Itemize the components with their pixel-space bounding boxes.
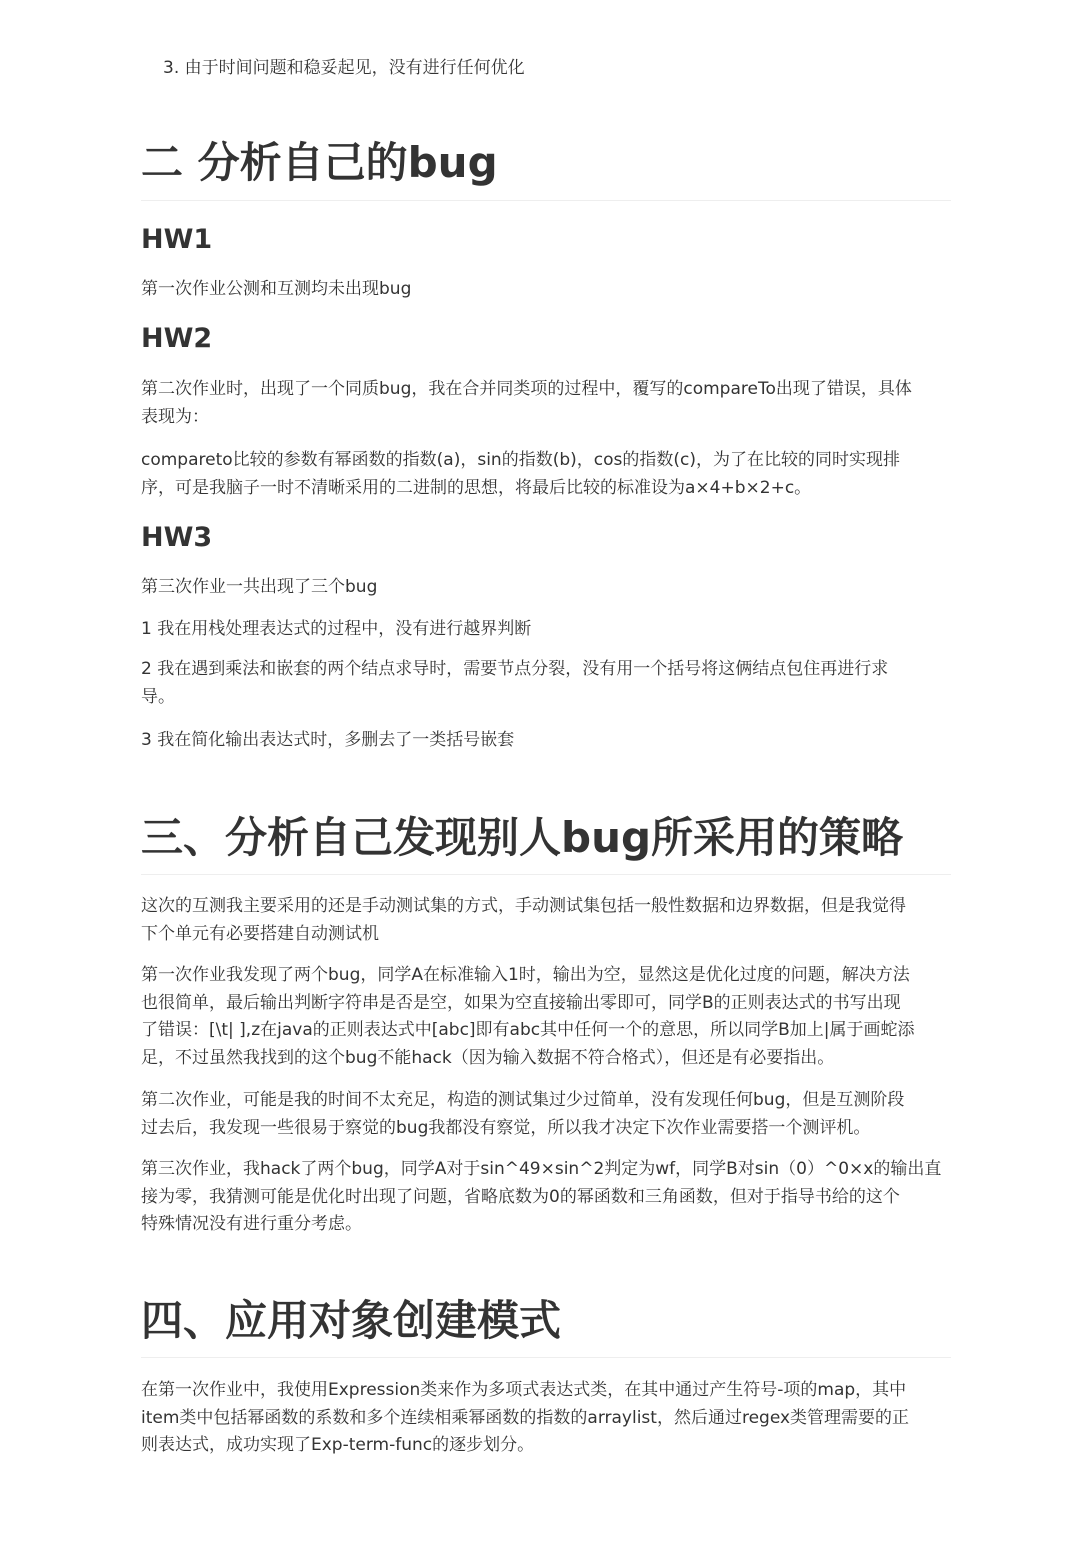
section-heading-bug-finding-strategy: 三、分析自己发现别人bug所采用的策略: [141, 813, 904, 862]
heading-divider: [141, 874, 951, 875]
heading-divider: [141, 1357, 951, 1358]
paragraph: 第三次作业，我hack了两个bug，同学A对于sin^49×sin^2判定为wf，同学B对sin（0）^0×x的输出直 接为零，我猜测可能是优化时出现了问题，省略底数为0的幂函数和三角函数，但对于指导书给的这个 特殊情况没有进行重分考虑。: [141, 1159, 942, 1234]
paragraph: compareto比较的参数有幂函数的指数(a)，sin的指数(b)，cos的指数(c)，为了在比较的同时实现排 序，可是我脑子一时不清晰采用的二进制的思想，将最后比较的标准设为a×4+b×2+c。: [141, 450, 900, 498]
section-heading-analyze-own-bugs: 二 分析自己的bug: [141, 138, 498, 187]
subheading-hw1: HW1: [141, 224, 213, 255]
paragraph: 第三次作业一共出现了三个bug: [141, 577, 378, 597]
paragraph: 这次的互测我主要采用的还是手动测试集的方式，手动测试集包括一般性数据和边界数据，但是我觉得 下个单元有必要搭建自动测试机: [141, 896, 906, 944]
paragraph: 第一次作业我发现了两个bug，同学A在标准输入1时，输出为空，显然这是优化过度的问题，解决方法 也很简单，最后输出判断字符串是否是空，如果为空直接输出零即可，同学B的正则表达式的书写出现 了错误：[\t| ],z在java的正则表达式中[abc]即有abc其中任何一个的意思，所以同学B加上|属于画蛇添 足，不过虽然我找到的这个bug不能hack（因为输入数据不符合格式），但还是有必要指出。: [141, 965, 915, 1068]
paragraph: 第二次作业，可能是我的时间不太充足，构造的测试集过少过简单，没有发现任何bug，但是互测阶段 过去后，我发现一些很易于察觉的bug我都没有察觉，所以我才决定下次作业需要搭一个测评机。: [141, 1090, 905, 1138]
paragraph: 3 我在简化输出表达式时，多删去了一类括号嵌套: [141, 730, 515, 750]
paragraph: 第一次作业公测和互测均未出现bug: [141, 279, 412, 299]
heading-divider: [141, 200, 951, 201]
subheading-hw2: HW2: [141, 323, 213, 354]
paragraph: 在第一次作业中，我使用Expression类来作为多项式表达式类，在其中通过产生符号-项的map，其中 item类中包括幂函数的系数和多个连续相乘幂函数的指数的arraylist，然后通过regex类管理需要的正 则表达式，成功实现了Exp-term-func的逐步划分。: [141, 1380, 910, 1455]
paragraph: 第二次作业时，出现了一个同质bug，我在合并同类项的过程中，覆写的compareTo出现了错误，具体 表现为：: [141, 379, 912, 427]
paragraph: 2 我在遇到乘法和嵌套的两个结点求导时，需要节点分裂，没有用一个括号将这俩结点包住再进行求 导。: [141, 659, 889, 707]
subheading-hw3: HW3: [141, 522, 213, 553]
section-heading-object-creation-pattern: 四、应用对象创建模式: [141, 1296, 562, 1345]
paragraph: 1 我在用栈处理表达式的过程中，没有进行越界判断: [141, 619, 532, 639]
list-item-3: 3. 由于时间问题和稳妥起见，没有进行任何优化: [163, 58, 525, 78]
